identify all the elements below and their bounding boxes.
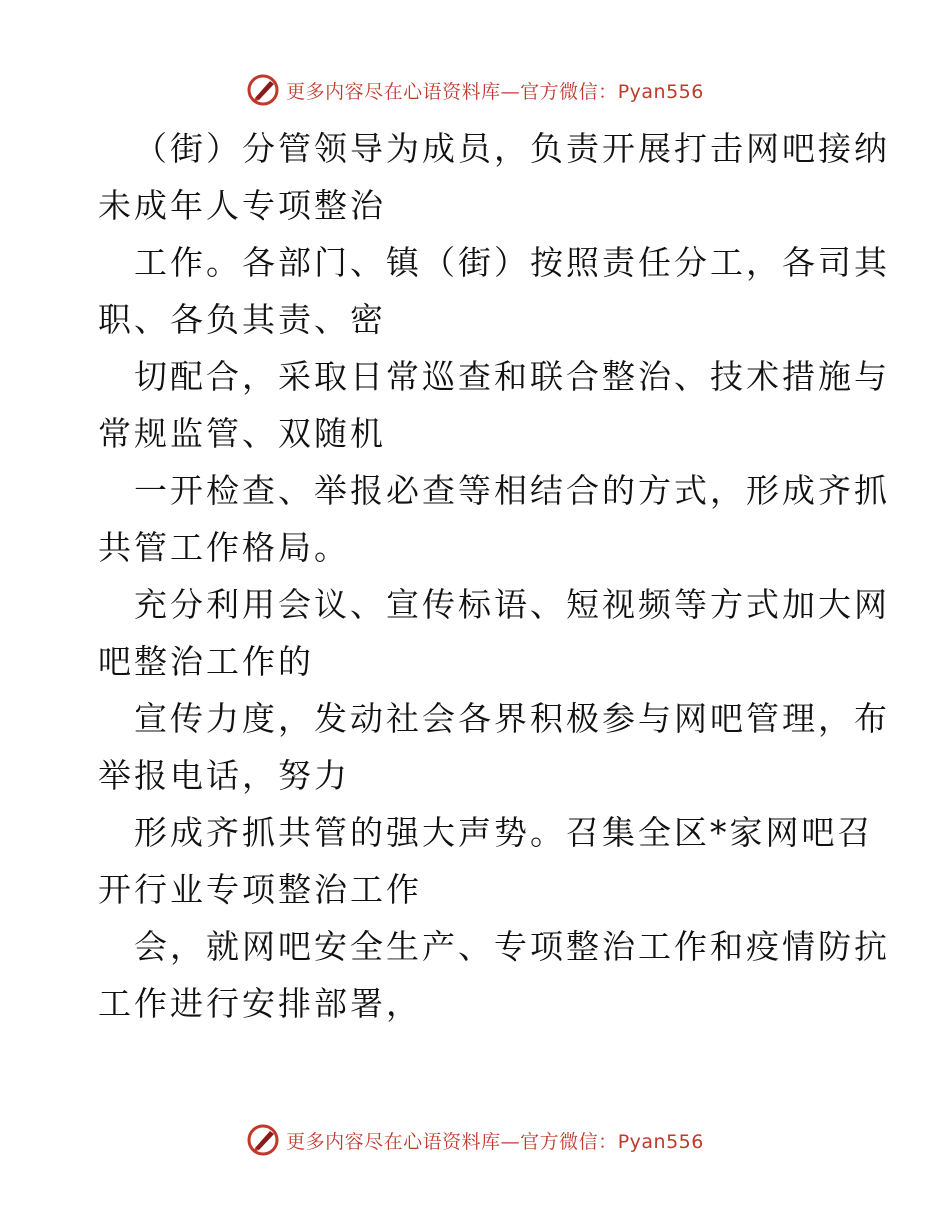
footer-wechat-id: Pyan556 <box>617 1130 704 1153</box>
header-wechat-id: Pyan556 <box>617 80 704 103</box>
text-line: 工作进行安排部署， <box>98 984 422 1023</box>
header-site-text: 更多内容尽在心语资料库 <box>286 80 501 103</box>
pen-circle-logo-icon <box>246 1123 280 1157</box>
header-banner <box>0 70 950 110</box>
footer-banner <box>0 1120 950 1160</box>
text-line: 职、各负其责、密 <box>98 300 386 339</box>
text-line: 未成年人专项整治 <box>98 186 386 225</box>
text-line: 切配合，采取日常巡查和联合整治、技术措施与 <box>134 357 890 396</box>
text-line: 工作。各部门、镇（街）按照责任分工，各司其 <box>134 243 890 282</box>
document-body <box>98 120 890 1032</box>
text-line: 共管工作格局。 <box>98 528 350 567</box>
text-line: 形成齐抓共管的强大声势。召集全区*家网吧召 <box>134 813 874 852</box>
text-line: 常规监管、双随机 <box>98 414 386 453</box>
text-line: 开行业专项整治工作 <box>98 870 422 909</box>
footer-site-text: 更多内容尽在心语资料库 <box>286 1130 501 1153</box>
text-line: 吧整治工作的 <box>98 642 314 681</box>
header-separator: — <box>500 80 521 103</box>
text-line: 举报电话，努力 <box>98 756 350 795</box>
footer-wechat-label: 官方微信： <box>520 1130 618 1153</box>
pen-circle-logo-icon <box>246 73 280 107</box>
text-line: 充分利用会议、宣传标语、短视频等方式加大网 <box>134 585 890 624</box>
header-text <box>286 77 704 104</box>
footer-separator: — <box>500 1130 521 1153</box>
text-line: （街）分管领导为成员，负责开展打击网吧接纳 <box>134 129 890 168</box>
text-line: 一开检查、举报必查等相结合的方式，形成齐抓 <box>134 471 890 510</box>
header-wechat-label: 官方微信： <box>520 80 618 103</box>
text-line: 会，就网吧安全生产、专项整治工作和疫情防抗 <box>134 927 890 966</box>
text-line: 宣传力度，发动社会各界积极参与网吧管理，布 <box>134 699 890 738</box>
footer-text <box>286 1127 704 1154</box>
